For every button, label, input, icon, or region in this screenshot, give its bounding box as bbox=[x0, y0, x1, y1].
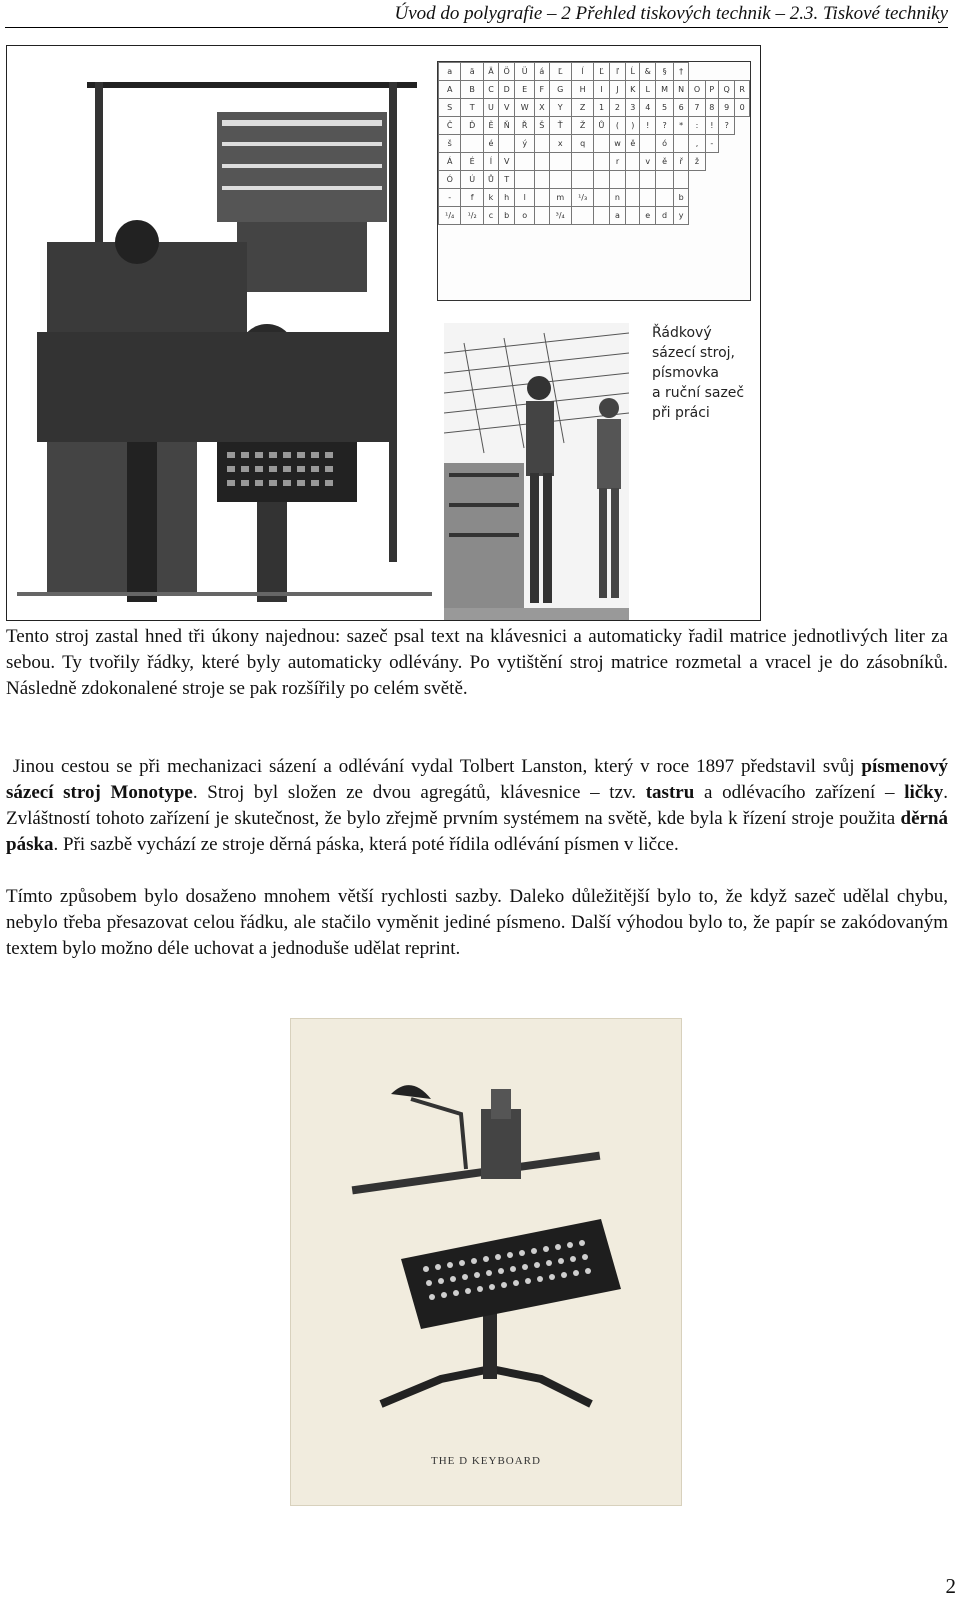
matrix-cell: b bbox=[673, 189, 689, 207]
matrix-cell: ¹/₄ bbox=[439, 207, 461, 225]
matrix-cell bbox=[594, 189, 609, 207]
matrix-cell bbox=[571, 171, 593, 189]
matrix-cell: ř bbox=[673, 153, 689, 171]
matrix-cell: & bbox=[640, 63, 656, 81]
note-line: písmovka bbox=[652, 365, 719, 381]
note-line: a ruční sazeč bbox=[652, 385, 745, 401]
matrix-cell: ž bbox=[689, 153, 705, 171]
matrix-cell: T bbox=[499, 171, 515, 189]
matrix-row bbox=[439, 207, 750, 225]
matrix-cell: Ľ bbox=[549, 63, 571, 81]
matrix-row bbox=[439, 99, 750, 117]
note-line: při práci bbox=[652, 405, 710, 421]
matrix-cell bbox=[594, 135, 609, 153]
matrix-cell: F bbox=[535, 81, 549, 99]
matrix-cell: 2 bbox=[609, 99, 626, 117]
matrix-cell: 9 bbox=[719, 99, 735, 117]
matrix-cell: Ť bbox=[549, 117, 571, 135]
matrix-cell: š bbox=[439, 135, 461, 153]
matrix-cell: q bbox=[571, 135, 593, 153]
matrix-cell bbox=[673, 135, 689, 153]
matrix-cell: ? bbox=[719, 117, 735, 135]
matrix-cell: Ľ bbox=[594, 63, 609, 81]
matrix-cell: H bbox=[571, 81, 593, 99]
matrix-cell: x bbox=[549, 135, 571, 153]
matrix-cell: r bbox=[609, 153, 626, 171]
matrix-cell: Ú bbox=[461, 171, 483, 189]
matrix-cell: A bbox=[439, 81, 461, 99]
matrix-cell: 7 bbox=[689, 99, 705, 117]
matrix-cell bbox=[673, 171, 689, 189]
matrix-cell: h bbox=[499, 189, 515, 207]
paragraph-linotype: Tento stroj zastal hned tři úkony najednou: sazeč psal text na klávesnici a automaticky řadil matrice jednotlivých liter za sebou. Ty tvořily řádky, které byly automaticky odlévány. Po vytištění stroj matrice rozmetal a vracel je do zásobníků. Následně zdokonalené stroje se pak rozšířily po celém světě. bbox=[6, 626, 948, 699]
matrix-cell: Ž bbox=[571, 117, 593, 135]
running-title: Úvod do polygrafie – 2 Přehled tiskových technik – 2.3. Tiskové techniky bbox=[394, 3, 948, 24]
matrix-cell: ³/₄ bbox=[549, 207, 571, 225]
matrix-cell: Í bbox=[483, 153, 498, 171]
monotype-keyboard-illustration bbox=[291, 1019, 682, 1506]
note-line: Řádkový bbox=[652, 325, 712, 341]
matrix-cell: m bbox=[549, 189, 571, 207]
matrix-cell: W bbox=[515, 99, 535, 117]
matrix-cell: G bbox=[549, 81, 571, 99]
page-header bbox=[0, 0, 948, 28]
matrix-row bbox=[439, 135, 750, 153]
matrix-cell bbox=[594, 171, 609, 189]
keyboard-caption: THE D KEYBOARD bbox=[431, 1455, 541, 1467]
matrix-cell: ľ bbox=[609, 63, 626, 81]
matrix-table bbox=[438, 62, 750, 225]
matrix-cell: Ó bbox=[439, 171, 461, 189]
matrix-cell: 1 bbox=[594, 99, 609, 117]
matrix-cell: Á bbox=[439, 153, 461, 171]
figure-side-note bbox=[652, 323, 752, 423]
matrix-cell: Ü bbox=[515, 63, 535, 81]
compositor-workers-illustration bbox=[444, 323, 629, 621]
matrix-cell: Y bbox=[549, 99, 571, 117]
matrix-cell: T bbox=[461, 99, 483, 117]
header-rule bbox=[5, 27, 948, 28]
matrix-cell: Č bbox=[439, 117, 461, 135]
matrix-cell: 3 bbox=[626, 99, 640, 117]
matrix-cell: v bbox=[640, 153, 656, 171]
matrix-cell: 4 bbox=[640, 99, 656, 117]
matrix-cell: ó bbox=[656, 135, 674, 153]
matrix-cell: V bbox=[499, 153, 515, 171]
matrix-cell bbox=[656, 189, 674, 207]
matrix-cell: w bbox=[609, 135, 626, 153]
matrix-cell bbox=[594, 207, 609, 225]
matrix-cell bbox=[535, 207, 549, 225]
matrix-cell bbox=[626, 189, 640, 207]
matrix-row bbox=[439, 81, 750, 99]
matrix-cell: n bbox=[609, 189, 626, 207]
matrix-cell: É bbox=[461, 153, 483, 171]
matrix-row bbox=[439, 63, 750, 81]
matrix-cell: V bbox=[499, 99, 515, 117]
matrix-cell: Ň bbox=[499, 117, 515, 135]
text-run: . Zvláštností tohoto zařízení je skutečnost, že bylo zřejmě prvním systémem na světě, kde byla k řízení stroje použita bbox=[6, 782, 948, 829]
matrix-cell: Ď bbox=[461, 117, 483, 135]
bold-term: ličky bbox=[904, 782, 944, 803]
matrix-cell bbox=[499, 135, 515, 153]
matrix-cell: ĺ bbox=[571, 63, 593, 81]
matrix-cell bbox=[609, 171, 626, 189]
matrix-cell bbox=[594, 153, 609, 171]
matrix-cell: J bbox=[609, 81, 626, 99]
matrix-cell: 0 bbox=[735, 99, 750, 117]
matrix-cell bbox=[571, 153, 593, 171]
matrix-cell: R bbox=[735, 81, 750, 99]
matrix-cell: K bbox=[626, 81, 640, 99]
matrix-cell: X bbox=[535, 99, 549, 117]
matrix-cell bbox=[535, 135, 549, 153]
matrix-cell bbox=[640, 189, 656, 207]
matrix-cell: y bbox=[673, 207, 689, 225]
matrix-cell: ě bbox=[656, 153, 674, 171]
matrix-cell: 6 bbox=[673, 99, 689, 117]
text-run: Jinou cestou se při mechanizaci sázení a odlévání vydal Tolbert Lanston, který v roce 1897 představil svůj bbox=[12, 756, 862, 777]
linotype-machine-illustration bbox=[17, 52, 432, 617]
monotype-keyboard-figure bbox=[290, 1018, 682, 1506]
paragraph-monotype bbox=[6, 754, 948, 858]
matrix-cell: Z bbox=[571, 99, 593, 117]
matrix-cell: e bbox=[640, 207, 656, 225]
matrix-cell: : bbox=[689, 117, 705, 135]
matrix-cell: ý bbox=[515, 135, 535, 153]
matrix-cell: B bbox=[461, 81, 483, 99]
matrix-cell: P bbox=[705, 81, 719, 99]
matrix-cell: 5 bbox=[656, 99, 674, 117]
matrix-cell: C bbox=[483, 81, 498, 99]
matrix-cell bbox=[515, 153, 535, 171]
matrix-cell: b bbox=[499, 207, 515, 225]
matrix-cell: Ů bbox=[594, 117, 609, 135]
matrix-cell: ) bbox=[626, 117, 640, 135]
matrix-cell: a bbox=[609, 207, 626, 225]
matrix-cell: § bbox=[656, 63, 674, 81]
matrix-cell bbox=[640, 135, 656, 153]
matrix-cell: M bbox=[656, 81, 674, 99]
matrix-cell bbox=[640, 171, 656, 189]
matrix-cell: ä bbox=[461, 63, 483, 81]
matrix-cell: c bbox=[483, 207, 498, 225]
matrix-row bbox=[439, 117, 750, 135]
matrix-cell bbox=[656, 171, 674, 189]
matrix-cell: - bbox=[439, 189, 461, 207]
matrix-cell: á bbox=[535, 63, 549, 81]
matrix-character-table bbox=[437, 61, 751, 301]
matrix-cell: U bbox=[483, 99, 498, 117]
matrix-cell: d bbox=[656, 207, 674, 225]
matrix-cell bbox=[461, 135, 483, 153]
bold-term: děrná páska bbox=[6, 808, 948, 855]
matrix-cell: ! bbox=[640, 117, 656, 135]
matrix-cell: - bbox=[705, 135, 719, 153]
matrix-cell: Q bbox=[719, 81, 735, 99]
matrix-cell: 8 bbox=[705, 99, 719, 117]
matrix-cell: , bbox=[689, 135, 705, 153]
linotype-figure bbox=[6, 45, 761, 621]
matrix-cell: Ů bbox=[483, 171, 498, 189]
matrix-row bbox=[439, 171, 750, 189]
matrix-cell bbox=[549, 153, 571, 171]
matrix-cell: S bbox=[439, 99, 461, 117]
matrix-cell bbox=[571, 207, 593, 225]
matrix-cell bbox=[626, 207, 640, 225]
matrix-cell: ? bbox=[656, 117, 674, 135]
bold-term: tastru bbox=[645, 782, 695, 803]
matrix-cell: ě bbox=[626, 135, 640, 153]
matrix-row bbox=[439, 189, 750, 207]
matrix-cell: ¹/₃ bbox=[571, 189, 593, 207]
matrix-cell: O bbox=[689, 81, 705, 99]
matrix-cell bbox=[626, 153, 640, 171]
page-number: 2 bbox=[945, 1574, 956, 1598]
matrix-cell: Ě bbox=[483, 117, 498, 135]
matrix-cell: ! bbox=[705, 117, 719, 135]
matrix-cell bbox=[535, 153, 549, 171]
matrix-cell: D bbox=[499, 81, 515, 99]
paragraph-advantages: Tímto způsobem bylo dosaženo mnohem větší rychlosti sazby. Daleko důležitější bylo to, že když sazeč udělal chybu, nebylo třeba přesazovat celou řádku, ale stačilo vyměnit jediné písmeno. Další výhodou bylo to, že papír se zakódovaným textem bylo možno déle uchovat a jednoduše udělat reprint. bbox=[6, 886, 948, 959]
text-run: a odlévacího zařízení – bbox=[694, 782, 905, 803]
matrix-cell: E bbox=[515, 81, 535, 99]
matrix-cell: k bbox=[483, 189, 498, 207]
matrix-cell: Ä bbox=[483, 63, 498, 81]
text-run: . Stroj byl složen ze dvou agregátů, klávesnice – tzv. bbox=[192, 782, 646, 803]
matrix-cell: † bbox=[673, 63, 689, 81]
matrix-cell: ( bbox=[609, 117, 626, 135]
matrix-cell: Ĺ bbox=[626, 63, 640, 81]
matrix-cell: Ö bbox=[499, 63, 515, 81]
matrix-cell: * bbox=[673, 117, 689, 135]
matrix-cell: L bbox=[640, 81, 656, 99]
matrix-cell: N bbox=[673, 81, 689, 99]
matrix-cell: Š bbox=[535, 117, 549, 135]
bold-term: písmenový sázecí stroj Monotype bbox=[6, 756, 948, 803]
matrix-cell: Ř bbox=[515, 117, 535, 135]
text-run: . Při sazbě vychází ze stroje děrná páska, která poté řídila odlévání písmen v ličce. bbox=[53, 834, 679, 855]
matrix-cell: a bbox=[439, 63, 461, 81]
matrix-cell bbox=[626, 171, 640, 189]
matrix-cell: l bbox=[515, 189, 535, 207]
matrix-cell: ¹/₂ bbox=[461, 207, 483, 225]
matrix-row bbox=[439, 153, 750, 171]
matrix-cell bbox=[549, 171, 571, 189]
note-line: sázecí stroj, bbox=[652, 345, 736, 361]
matrix-cell bbox=[535, 189, 549, 207]
matrix-cell bbox=[515, 171, 535, 189]
matrix-cell: f bbox=[461, 189, 483, 207]
matrix-cell: o bbox=[515, 207, 535, 225]
matrix-cell: é bbox=[483, 135, 498, 153]
matrix-cell: I bbox=[594, 81, 609, 99]
matrix-cell bbox=[535, 171, 549, 189]
